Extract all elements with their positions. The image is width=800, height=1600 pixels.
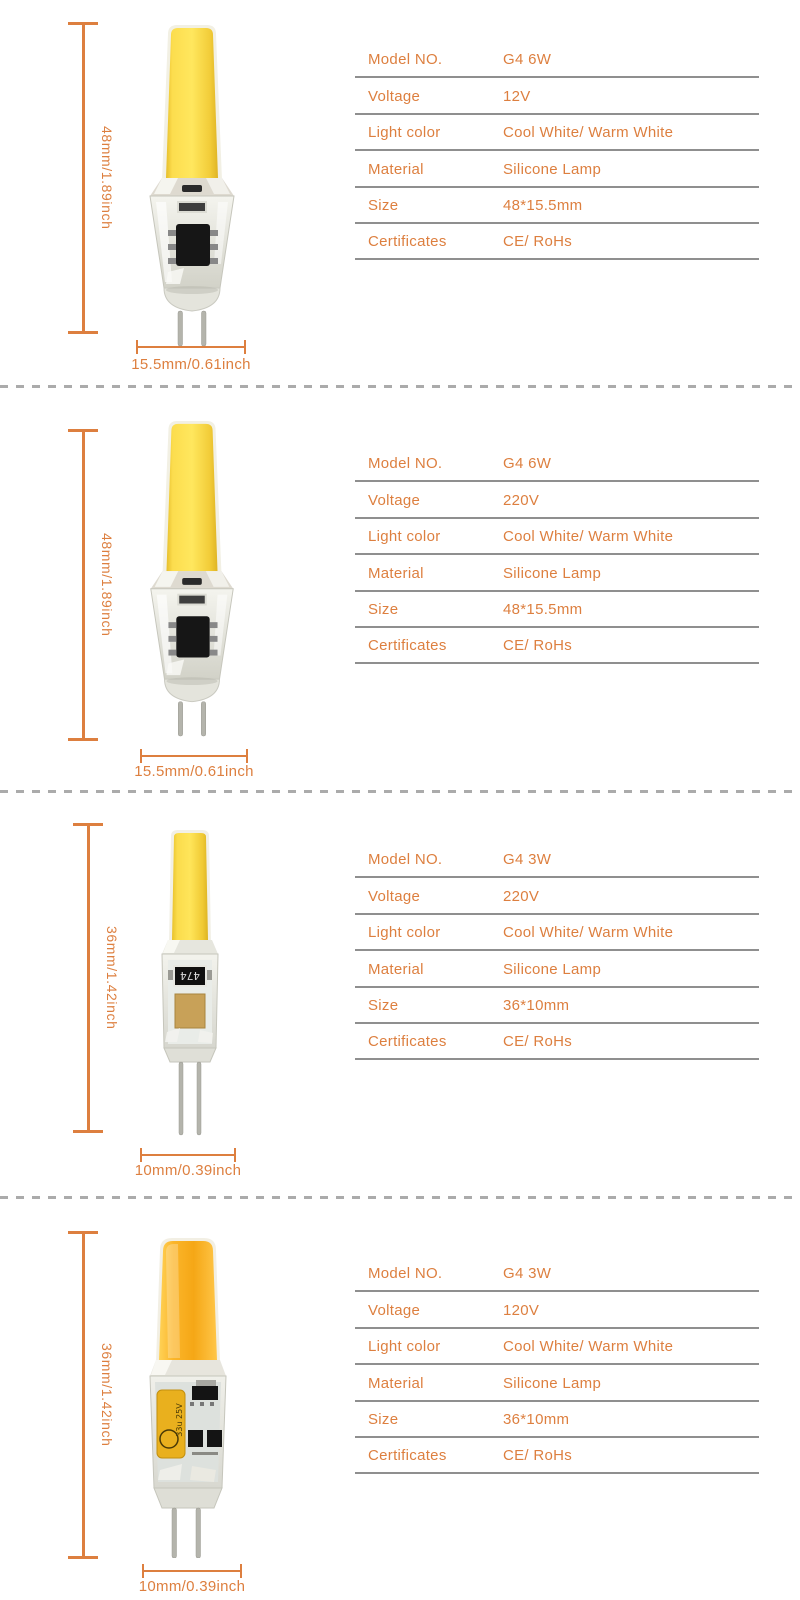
height-dimension xyxy=(68,1231,115,1559)
smd-component xyxy=(192,1386,218,1400)
spec-label: Model NO. xyxy=(368,1265,443,1283)
spec-value: 48*15.5mm xyxy=(503,196,583,214)
spec-row xyxy=(355,482,759,518)
spec-row xyxy=(355,878,759,914)
g4-pin xyxy=(196,1508,201,1558)
spec-row xyxy=(355,951,759,987)
g4-pin xyxy=(178,702,182,736)
width-dimension-bracket xyxy=(136,340,246,354)
bulb-base xyxy=(164,1048,216,1062)
height-dimension-label: 36mm/1.42inch xyxy=(99,1343,115,1447)
spec-value: 120V xyxy=(503,1301,540,1319)
bulb-photo-g4-3w-120v xyxy=(130,1234,246,1558)
capacitor-label: 33u 25V xyxy=(175,1403,184,1437)
product-section-2 xyxy=(0,385,800,790)
spec-row xyxy=(355,151,759,187)
spec-value: Silicone Lamp xyxy=(503,160,602,178)
spec-label: Voltage xyxy=(368,1301,421,1319)
spec-value: 220V xyxy=(503,491,540,509)
spec-label: Size xyxy=(368,600,399,618)
spec-label: Light color xyxy=(368,924,441,942)
spec-value: CE/ RoHs xyxy=(503,637,573,655)
spec-table xyxy=(355,842,759,1060)
spec-row xyxy=(355,1329,759,1365)
spec-row xyxy=(355,78,759,114)
spec-value: 12V xyxy=(503,87,531,105)
width-dimension-bracket xyxy=(140,1148,236,1162)
cob-led-chip xyxy=(172,833,208,940)
spec-row xyxy=(355,628,759,664)
height-dimension-line xyxy=(73,823,103,1133)
spec-row xyxy=(355,224,759,260)
spec-label: Certificates xyxy=(368,1033,447,1051)
spec-row xyxy=(355,446,759,482)
spec-label: Light color xyxy=(368,1338,441,1356)
spec-row xyxy=(355,988,759,1024)
cob-led-chip xyxy=(166,424,217,571)
spec-label: Material xyxy=(368,1374,424,1392)
spec-row xyxy=(355,555,759,591)
spec-label: Material xyxy=(368,160,424,178)
height-dimension-line xyxy=(68,1231,98,1559)
bulb-photo-g4-6w-220v xyxy=(132,418,252,738)
spec-label: Material xyxy=(368,960,424,978)
height-dimension xyxy=(68,22,115,334)
spec-label: Model NO. xyxy=(368,851,443,869)
chip-label: 474 xyxy=(180,969,200,982)
smd-component xyxy=(188,1430,203,1447)
width-dimension-label: 15.5mm/0.61inch xyxy=(134,763,254,780)
spec-label: Voltage xyxy=(368,491,421,509)
spec-table xyxy=(355,1256,759,1474)
spec-value: 36*10mm xyxy=(503,996,570,1014)
width-dimension-label: 15.5mm/0.61inch xyxy=(131,356,251,373)
spec-label: Light color xyxy=(368,528,441,546)
transformer-block xyxy=(175,994,205,1028)
width-dimension-label: 10mm/0.39inch xyxy=(138,1578,246,1595)
spec-row xyxy=(355,1402,759,1438)
spec-row xyxy=(355,592,759,628)
spec-label: Voltage xyxy=(368,887,421,905)
spec-row xyxy=(355,115,759,151)
g4-pin xyxy=(179,1062,183,1135)
spec-row xyxy=(355,1256,759,1292)
height-dimension-label: 48mm/1.89inch xyxy=(99,533,115,637)
bulb-photo-g4-6w-12v xyxy=(132,22,252,348)
spec-row xyxy=(355,188,759,224)
spec-value: 220V xyxy=(503,887,540,905)
product-section-1 xyxy=(0,0,800,385)
spec-value: Silicone Lamp xyxy=(503,564,602,582)
spec-value: CE/ RoHs xyxy=(503,1447,573,1465)
spec-row xyxy=(355,42,759,78)
spec-row xyxy=(355,1024,759,1060)
cob-led-chip xyxy=(166,28,218,178)
spec-value: Silicone Lamp xyxy=(503,1374,602,1392)
spec-label: Voltage xyxy=(368,87,421,105)
width-dimension-bracket xyxy=(142,1564,242,1578)
spec-row xyxy=(355,519,759,555)
spec-label: Size xyxy=(368,196,399,214)
spec-value: 36*10mm xyxy=(503,1410,570,1428)
spec-label: Size xyxy=(368,996,399,1014)
spec-row xyxy=(355,1365,759,1401)
g4-pin xyxy=(201,702,205,736)
spec-value: G4 3W xyxy=(503,1265,552,1283)
spec-value: G4 6W xyxy=(503,455,552,473)
bulb-photo-g4-3w-220v xyxy=(140,828,240,1137)
height-dimension-label: 36mm/1.42inch xyxy=(104,926,120,1030)
spec-value: CE/ RoHs xyxy=(503,1033,573,1051)
spec-label: Model NO. xyxy=(368,51,443,69)
spec-label: Certificates xyxy=(368,1447,447,1465)
spec-value: 48*15.5mm xyxy=(503,600,583,618)
spec-label: Model NO. xyxy=(368,455,443,473)
smd-component xyxy=(207,1430,222,1447)
spec-value: G4 3W xyxy=(503,851,552,869)
spec-value: CE/ RoHs xyxy=(503,233,573,251)
spec-value: G4 6W xyxy=(503,51,552,69)
spec-row xyxy=(355,1292,759,1328)
product-section-4 xyxy=(0,1196,800,1600)
spec-value: Cool White/ Warm White xyxy=(503,1338,674,1356)
spec-row xyxy=(355,915,759,951)
g4-pin xyxy=(172,1508,177,1558)
height-dimension xyxy=(68,429,115,741)
spec-table xyxy=(355,42,759,260)
height-dimension xyxy=(73,823,120,1133)
bulb-base xyxy=(154,1488,222,1508)
spec-value: Silicone Lamp xyxy=(503,960,602,978)
spec-row xyxy=(355,1438,759,1474)
product-section-3 xyxy=(0,790,800,1196)
spec-label: Certificates xyxy=(368,637,447,655)
spec-value: Cool White/ Warm White xyxy=(503,124,674,142)
spec-table xyxy=(355,446,759,664)
width-dimension-label: 10mm/0.39inch xyxy=(134,1162,242,1179)
g4-pin xyxy=(197,1062,201,1135)
spec-label: Material xyxy=(368,564,424,582)
spec-row xyxy=(355,842,759,878)
height-dimension-line xyxy=(68,22,98,334)
spec-value: Cool White/ Warm White xyxy=(503,924,674,942)
driver-ic-chip xyxy=(176,616,209,657)
spec-label: Light color xyxy=(368,124,441,142)
spec-value: Cool White/ Warm White xyxy=(503,528,674,546)
spec-label: Certificates xyxy=(368,233,447,251)
height-dimension-line xyxy=(68,429,98,741)
height-dimension-label: 48mm/1.89inch xyxy=(99,126,115,230)
spec-label: Size xyxy=(368,1410,399,1428)
driver-ic-chip xyxy=(176,224,210,266)
width-dimension-bracket xyxy=(140,749,248,763)
